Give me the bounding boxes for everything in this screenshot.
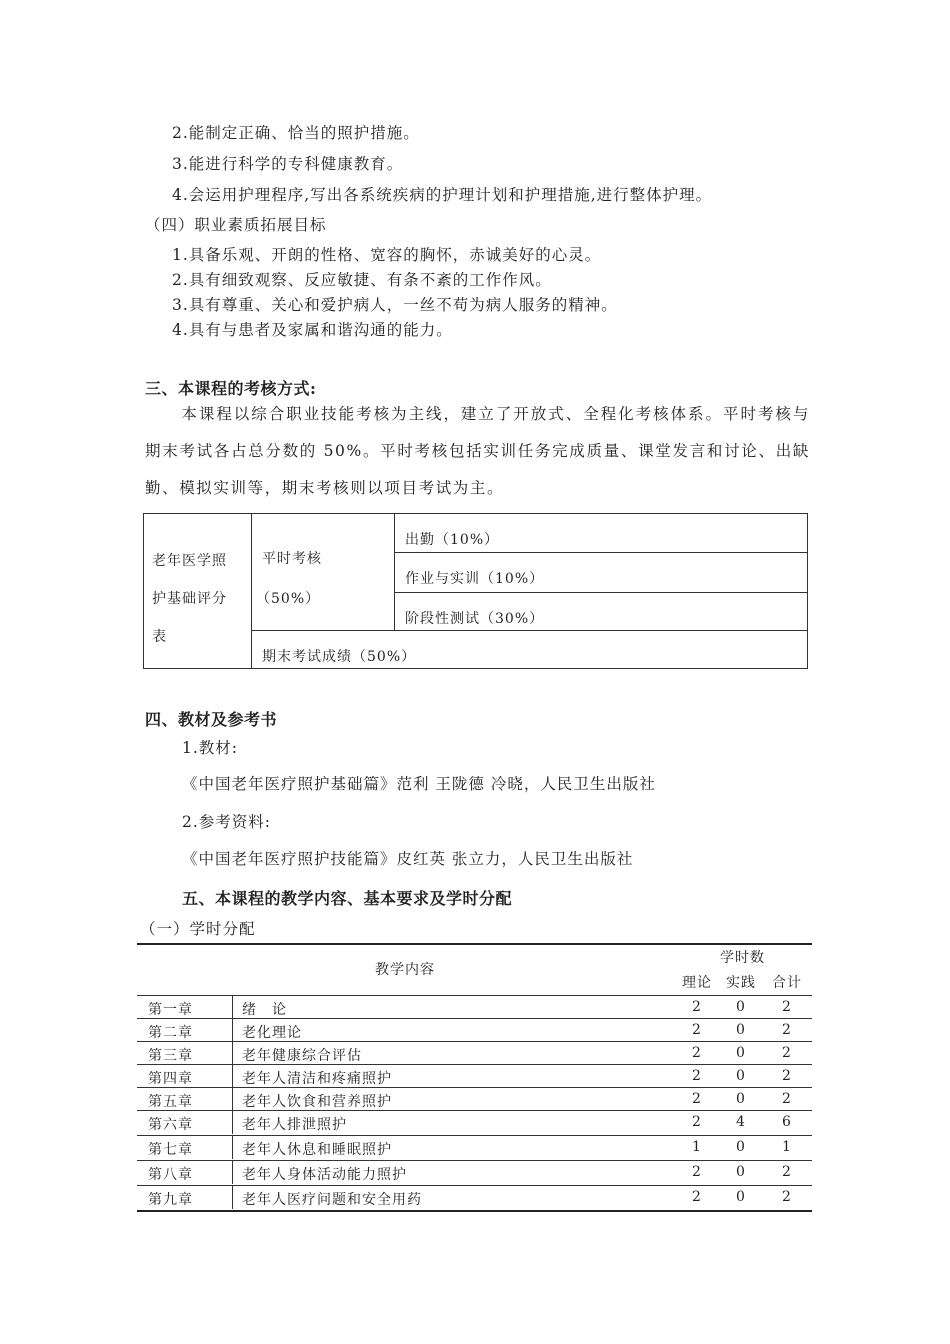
theory-hours: 1 xyxy=(692,1139,702,1155)
theory-hours: 2 xyxy=(692,1164,702,1180)
practice-hours: 0 xyxy=(736,1022,746,1038)
reference-text: 《中国老年医疗照护技能篇》皮红英 张立力，人民卫生出版社 xyxy=(182,850,634,868)
chapter-number: 第六章 xyxy=(148,1117,193,1133)
total-hours: 1 xyxy=(782,1139,792,1155)
table-row xyxy=(137,1064,812,1087)
attendance-item: 出勤（10%） xyxy=(405,532,500,548)
textbook-text: 《中国老年医疗照护基础篇》范利 王陇德 冷晓，人民卫生出版社 xyxy=(182,775,656,793)
total-hours: 2 xyxy=(782,1091,792,1107)
assessment-table-title xyxy=(152,542,227,656)
theory-hours: 2 xyxy=(692,1068,702,1084)
table-row xyxy=(137,1110,812,1133)
skill-objective-3: 3.能进行科学的专科健康教育。 xyxy=(172,155,404,173)
assessment-title-line-3: 表 xyxy=(152,629,167,645)
total-hours: 2 xyxy=(782,1045,792,1061)
table-row xyxy=(137,1087,812,1110)
assessment-title-line-1: 老年医学照 xyxy=(152,553,227,569)
textbook-label: 1.教材: xyxy=(182,739,239,757)
practice-hours: 0 xyxy=(736,1139,746,1155)
chapter-number: 第四章 xyxy=(148,1071,193,1087)
quality-objective-4: 4.具有与患者及家属和谐沟通的能力。 xyxy=(172,321,453,339)
hours-table-bottom-rule xyxy=(137,1210,812,1212)
chapter-title: 老年健康综合评估 xyxy=(242,1048,362,1064)
final-exam-item: 期末考试成绩（50%） xyxy=(262,649,417,665)
chapter-title: 老年人饮食和营养照护 xyxy=(242,1094,392,1110)
total-hours: 2 xyxy=(782,1022,792,1038)
chapter-title: 老年人排泄照护 xyxy=(242,1117,347,1133)
assessment-paragraph-text: 本课程以综合职业技能考核为主线，建立了开放式、全程化考核体系。平时考核与期末考试各占总分数的 50%。平时考核包括实训任务完成质量、课堂发言和讨论、出缺勤、模拟实训等，期末考核则以项目考试为主。 xyxy=(145,405,810,497)
header-hours: 学时数 xyxy=(720,950,765,966)
skill-objective-2: 2.能制定正确、恰当的照护措施。 xyxy=(172,124,420,142)
chapter-title: 老年人休息和睡眠照护 xyxy=(242,1142,392,1158)
practice-hours: 4 xyxy=(736,1114,746,1130)
skill-objective-4: 4.会运用护理程序,写出各系统疾病的护理计划和护理措施,进行整体护理。 xyxy=(172,186,713,204)
quality-heading: （四）职业素质拓展目标 xyxy=(145,216,327,234)
theory-hours: 2 xyxy=(692,1114,702,1130)
chapter-number: 第九章 xyxy=(148,1192,193,1208)
table-row xyxy=(137,995,812,1018)
practice-hours: 0 xyxy=(736,999,746,1015)
hours-subheading: （一）学时分配 xyxy=(140,920,256,938)
stage-test-item: 阶段性测试（30%） xyxy=(405,611,545,627)
practice-hours: 0 xyxy=(736,1045,746,1061)
chapter-title: 老化理论 xyxy=(242,1025,302,1041)
practice-hours: 0 xyxy=(736,1189,746,1205)
chapter-title: 老年人医疗问题和安全用药 xyxy=(242,1192,422,1208)
chapter-title: 绪 论 xyxy=(242,1002,287,1018)
table-row xyxy=(137,1160,812,1183)
theory-hours: 2 xyxy=(692,1091,702,1107)
total-hours: 2 xyxy=(782,1189,792,1205)
chapter-number: 第五章 xyxy=(148,1094,193,1110)
textbooks-heading: 四、教材及参考书 xyxy=(145,710,278,729)
theory-hours: 2 xyxy=(692,999,702,1015)
chapter-number: 第八章 xyxy=(148,1167,193,1183)
practice-hours: 0 xyxy=(736,1164,746,1180)
quality-objective-2: 2.具有细致观察、反应敏捷、有条不紊的工作作风。 xyxy=(172,271,552,289)
header-practice: 实践 xyxy=(726,975,756,991)
practice-hours: 0 xyxy=(736,1091,746,1107)
assessment-paragraph xyxy=(145,396,810,507)
table-row xyxy=(137,1135,812,1158)
hours-table-top-rule xyxy=(137,943,812,945)
table-row xyxy=(137,1041,812,1064)
assessment-title-line-2: 护基础评分 xyxy=(152,591,227,607)
regular-assessment-label: 平时考核 xyxy=(262,551,322,567)
chapter-title: 老年人身体活动能力照护 xyxy=(242,1167,407,1183)
regular-assessment-weight: （50%） xyxy=(256,591,321,607)
chapter-title: 老年人清洁和疼痛照护 xyxy=(242,1071,392,1087)
homework-item: 作业与实训（10%） xyxy=(405,571,545,587)
table-row xyxy=(137,1185,812,1208)
chapter-number: 第一章 xyxy=(148,1002,193,1018)
total-hours: 2 xyxy=(782,999,792,1015)
theory-hours: 2 xyxy=(692,1189,702,1205)
header-total: 合计 xyxy=(772,975,802,991)
table-row xyxy=(137,1018,812,1041)
theory-hours: 2 xyxy=(692,1045,702,1061)
chapter-number: 第二章 xyxy=(148,1025,193,1041)
quality-objective-3: 3.具有尊重、关心和爱护病人，一丝不苟为病人服务的精神。 xyxy=(172,296,618,314)
quality-objective-1: 1.具备乐观、开朗的性格、宽容的胸怀，赤诚美好的心灵。 xyxy=(172,246,602,264)
content-heading: 五、本课程的教学内容、基本要求及学时分配 xyxy=(182,889,513,908)
chapter-number: 第三章 xyxy=(148,1048,193,1064)
total-hours: 2 xyxy=(782,1164,792,1180)
chapter-number: 第七章 xyxy=(148,1142,193,1158)
total-hours: 6 xyxy=(782,1114,792,1130)
assessment-table xyxy=(143,513,808,669)
practice-hours: 0 xyxy=(736,1068,746,1084)
header-theory: 理论 xyxy=(682,975,712,991)
reference-label: 2.参考资料: xyxy=(182,813,272,831)
assessment-heading: 三、本课程的考核方式: xyxy=(145,379,317,398)
header-content: 教学内容 xyxy=(375,962,435,978)
theory-hours: 2 xyxy=(692,1022,702,1038)
total-hours: 2 xyxy=(782,1068,792,1084)
